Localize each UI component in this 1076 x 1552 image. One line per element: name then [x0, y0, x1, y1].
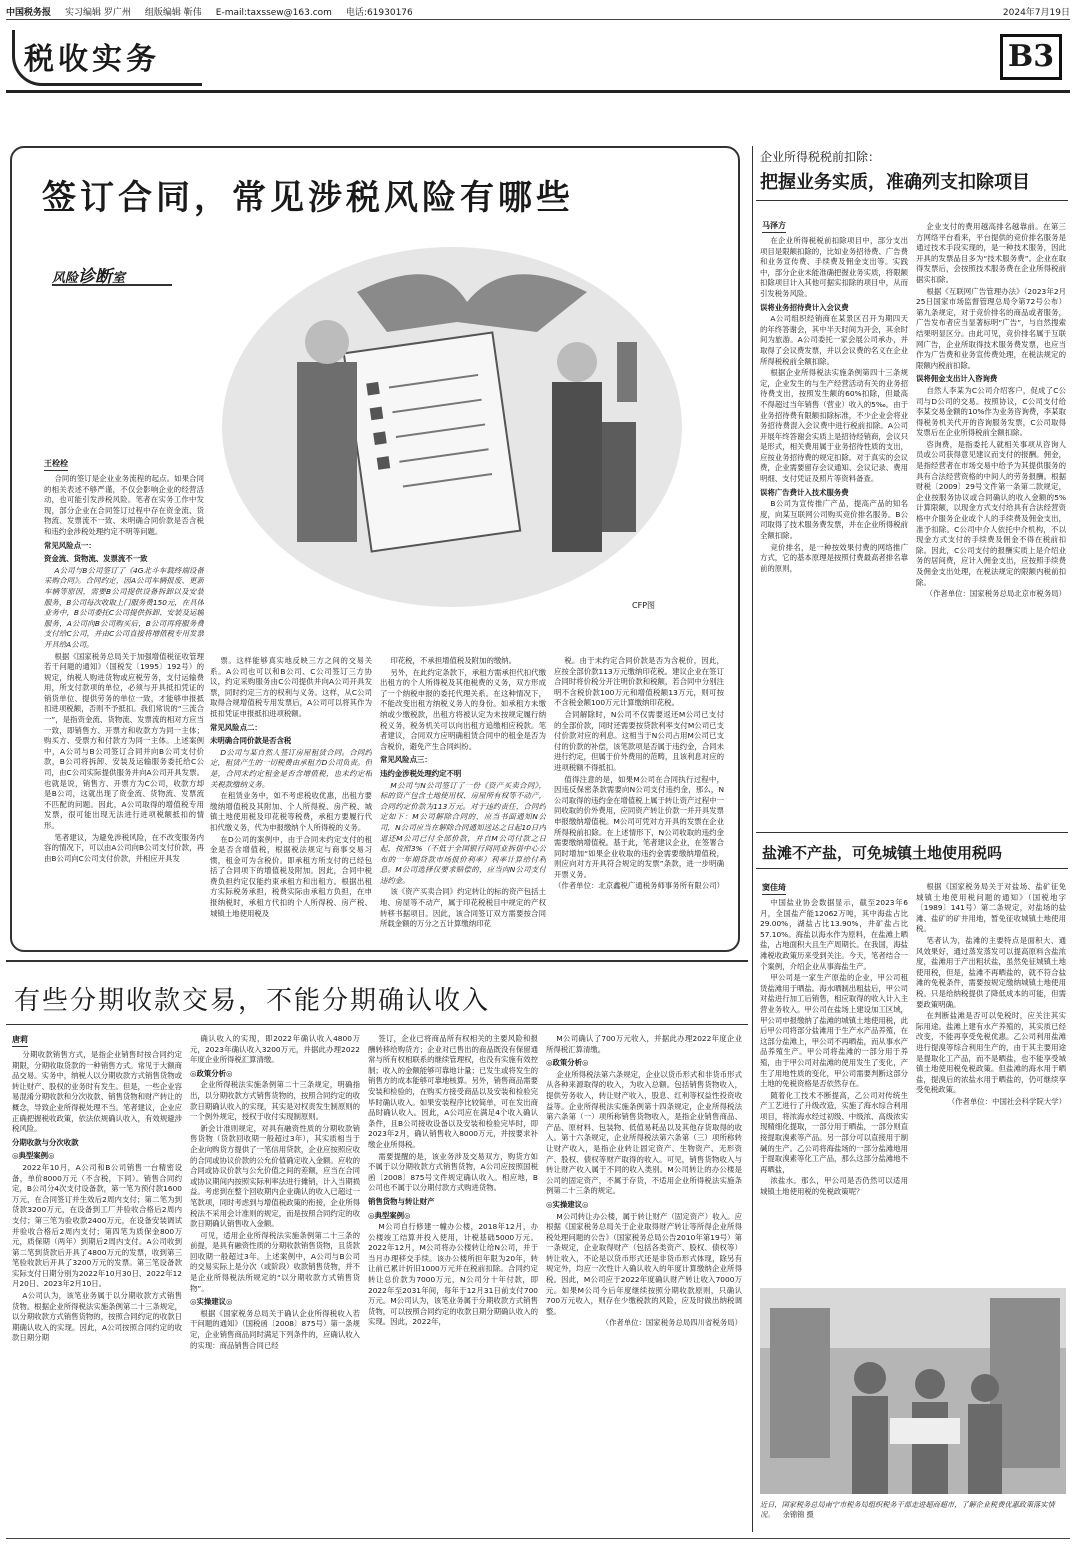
subheading: 销售货物与转让财产 [368, 1196, 435, 1206]
photo-caption [760, 1500, 1066, 1520]
feature-headline: 签订合同，常见涉税风险有哪些 [42, 178, 574, 218]
subheading: 常见风险点三： [380, 755, 432, 765]
paper-name: 中国税务报 [6, 8, 52, 18]
subheading: 常见风险点二： [210, 722, 262, 732]
paragraph: A公司组织经销商在某景区召开为期四天的年终答谢会，其中半天时间为开会，其余时间为旅游。A公司委托一家会展公司承办，并取得了会议费发票，并以会议费的名义在企业所得税税前全额扣除。 [760, 314, 908, 366]
article3-column-1 [760, 898, 908, 1282]
sidebar-headline: 把握业务实质，准确列支扣除项目 [760, 172, 1030, 193]
paragraph: 印花税，不承担增值税及附加的缴纳。 [390, 656, 517, 665]
sidebar-column-1 [760, 236, 908, 826]
paragraph: 在企业所得税税前扣除项目中，部分支出项目是限额扣除的，比如业务招待费、广告费和业务宣传费、手续费及佣金支出等。实践中，部分企业未能准确把握业务实质，将限额扣除项目计入其他可据实扣除的项目中，从而引发税务风险。 [760, 236, 908, 298]
sidebar-author: 马泽方 [762, 220, 786, 233]
paragraph: 在D公司的案例中，由于合同未约定支付的租金是否含增值税，根据税法规定与商事交易习惯，租金可为含税价。即承租方所支付的已经包括了合同项下的增值税及附加。因此，合同中税费负担约定仅能约束承租方和出租方。根据出租方实际税务承担，税费实际由承租方负担，在申报纳税时，承租方代扣的个人所得税、房产税、城镇土地使用税及 [210, 834, 372, 918]
paragraph: 合同的签订是企业业务流程的起点。如果合同的相关表述不够严谨，不仅会影响企业的经营活动，也可能引发涉税风险。笔者在实务工作中发现，部分企业在合同签订过程中存在资金流、货物流、发票流不一致、未明确合同价款是否含税和违约金涉税处理约定不明等问题。 [44, 474, 204, 536]
subheading: 未明确合同价款是否含税 [210, 736, 292, 746]
feature-column-3 [380, 656, 546, 950]
paragraph: 可见，适用企业所得税法实施条例第二十三条的前提，是具有融资性质的分期收款销售货物，且货款回收期一般超过3年。上述案例中，A公司与B公司的交易实际上是分次（或阶段）收款销售货物，并不是企业所得税法所规定的“以分期收款方式销售货物”。 [190, 1230, 360, 1293]
composer-credit: 组版编辑 靳伟 [144, 8, 202, 18]
article2-headline: 有些分期收款交易，不能分期确认收入 [14, 986, 491, 1016]
sidebar-column-2 [916, 222, 1066, 826]
column-tag-part-2: 诊断 [78, 267, 113, 287]
paragraph: A公司认为，该笔业务属于以分期收款方式销售货物。根据企业所得税法实施条例第二十三条规定，以分期收款方式销售货物的，按照合同约定的收款日期确认收入的实现。因此，A公司按照合同约定的收款日期分期 [12, 1291, 182, 1343]
feature-article-frame [10, 146, 740, 952]
feature-author: 王栓栓 [44, 458, 68, 471]
feature-column-2 [210, 656, 372, 950]
author-affiliation: （作者单位：中国社会科学院大学） [947, 1096, 1066, 1106]
paragraph: 合同解除时，N公司不仅需要返还M公司已支付的全部价款，同时还需要按贷款利率支付M公司已支付价款对应的利息。这相当于N公司占用M公司已支付的价款的补偿，该笔款项是否属于违约金，合同未进行约定，但属于价外费用的范畴，且该利息对应的进项税额不得抵扣。 [554, 709, 724, 772]
paragraph: 票。这样能够真实地反映三方之间的交易关系。A公司也可以和B公司、C公司签订三方协议，约定采购服务由C公司提供并向A公司开具发票，同时约定三方的权利与义务。这样，从C公司取得合规增值税专用发票后，A公司可以将其作为抵扣凭证申报抵扣进项税额。 [210, 656, 372, 718]
handshake-contract-illustration [207, 222, 692, 612]
article2-column-3 [368, 1034, 538, 1530]
column-tag-part-3: 室 [112, 271, 126, 286]
paragraph: 根据《国家税务总局关于确认企业所得税收入若干问题的通知》（国税函〔2008〕875号）第一条规定，企业销售商品同时满足下列条件的，应确认收入的实现：商品销售合同已经 [190, 1308, 360, 1350]
subheading: 分期收款与分次收款 [12, 1137, 79, 1147]
feature-column-4 [554, 656, 724, 950]
masthead-rule [6, 90, 1070, 93]
subheading: 常见风险点一： [44, 540, 96, 550]
feature-column-1 [44, 474, 204, 950]
paragraph: 企业所得税法实施条例第二十三条规定，明确指出，以分期收款方式销售货物的，按照合同约定的收款日期确认收入的实现，其实是对权责发生制原则的一个例外规定，授权于收付实现制原则。 [190, 1080, 360, 1122]
author-affiliation: （作者单位：国家税务总局北京市税务局） [925, 589, 1066, 599]
article2-author: 唐莉 [12, 1034, 28, 1047]
case-label: ◎典型案例◎ [12, 1151, 55, 1161]
article2-top-rule [6, 960, 748, 962]
paragraph: 新会计准则规定，对具有融资性质的分期收款销售货物（货款回收期一般超过3年），其实质相当于企业向购货方提供了一笔信用贷款，企业应按照应收的合同或协议价款的公允价值确定收入金额。应收的合同或协议价款与公允价值之间的差额，应当在合同或协议期间内按照实际利率法进行摊销，计入当期损益。考虑到在整个回收期内企业确认的收入已超过一笔款项，同时考虑到与增值税政策的衔接，企业所得税法不采用会计准则的规定，而是按照合同约定的收款日期确认销售收入金额。 [190, 1123, 360, 1229]
paragraph: 竞价排名，是一种按效果付费的网络推广方式，它的基本原理是按照付费最高者排名靠前的原则， [760, 542, 908, 573]
paragraph: 根据企业所得税法实施条例第四十三条规定，企业发生的与生产经营活动有关的业务招待费支出，按照发生额的60%扣除，但最高不得超过当年销售（营业）收入的5‰。由于业务招待费有限额扣除标准，不少企业会将业务招待费混入会议费中进行税前扣除。A公司开展年终答谢会实质上是招待经销商，会议只是形式，相关费用属于业务招待性质的支出，应按业务招待费的规定扣除。对于真实的会议费，企业需要留存会议通知、会议记录、费用明细、支付凭证及照片等资料备查。 [760, 368, 908, 484]
paragraph: 根据《国家税务局关于对盐场、盐矿征免城镇土地使用税问题的通知》（国税地字〔1989〕141号）第二条规定，对盐场的盐滩、盐矿的矿井用地，暂免征收城镇土地使用税。 [916, 882, 1066, 934]
paragraph: 笔者认为，盐滩的主要特点是面积大、通风效果好，通过蒸发蒸发可以提高原料含盐浓度，盐滩用于产出粗状盐，虽然免征城镇土地使用税，但是，盐滩不再晒盐的，就不符合盐滩的免税条件，需要按规定缴纳城镇土地使用税。只是给纳税提供了降低成本的可能，但需要政策明确。 [916, 935, 1066, 1009]
case-label: ◎典型案例◎ [368, 1210, 411, 1220]
paragraph: 2022年10月，A公司和B公司销售一台精密设备，单价8000万元（不含税，下同）。销售合同约定，B公司分4次支付设备款，第一笔为预付款1600万元，在合同签订并生效后2周内支付；第二笔为到货款3200万元，在设备到工厂并验收合格后2周内支付；第三笔为验收款2400万元，在设备安装调试并验收合格后2周内支付；第四笔为质保金800万元，质保期（两年）到期后2周内支付。A公司收到第二笔到货款后开具了4800万元的发票，收到第三笔验收款后开具了3200万元的发票。第三笔设备款实际支付日期分别为2022年10月30日、2022年12月20日、2023年2月10日。 [12, 1162, 182, 1289]
news-photo [760, 1288, 1066, 1494]
paragraph: 随着化工技术不断提高，乙公司对传统生产工艺进行了升级改造，实施了海水综合利用项目，将浓海水经过初级、中级浓、高级浓实现精细化提取，一部分用于晒盐，一部分则直接提取溴素等产品。另一部分可以直接用于制碱的生产。乙公司将海盐场的一部分盐滩地用于提取溴素等化工产品，那么这部分盐滩地不再晒盐， [760, 1090, 908, 1174]
author-affiliation: （作者单位：北京鑫税广通税务师事务所有限公司） [554, 881, 724, 891]
advice-label: ◎实操建议◎ [546, 1199, 589, 1209]
article2-column-4 [546, 1034, 742, 1530]
advice-label: ◎实操建议◎ [190, 1297, 233, 1307]
paragraph: 需要提醒的是，该业务涉及交易双方，购货方如不属于以分期收款方式销售货物，A公司应按照国税函〔2008〕875号文件规定确认收入。相应地，B公司也不属于以分期付款方式购进货物。 [368, 1151, 538, 1193]
article3-author: 窦佳琦 [762, 882, 786, 895]
paragraph: 在判断盐滩是否可以免税时，应关注其实际用途。盐滩上建有水产养殖的，其实质已经改变，不能再享受免税优惠。乙公司利用盐滩进行提溴等综合利用生产的，由于其主要用途是提取化工产品，而不是晒盐，也不能享受城镇土地使用税免税政策。但盐滩的海水用于晒盐，提溴后的浓盐水用于晒盐的，仍可继续享受免税政策。 [916, 1011, 1066, 1095]
case-paragraph: D公司与某自然人签订房屋租赁合同。合同约定，租赁产生的一切税费由承租方D公司负责。但是，合同未约定租金是否含增值税，也未约定相关税款缴纳义务。 [210, 747, 372, 789]
article3-top-rule [756, 832, 1068, 833]
paragraph: 值得注意的是，如果M公司在合同执行过程中，因违反保密条款需要向N公司支付违约金，那么，N公司取得的违约金在增值税上属于转让资产过程中一同收取的价外费用，应同资产转让价款一并开具发票申报缴纳增值税。M公司可凭对方开具的发票在企业所得税前扣除。在上述情形下，N公司收取的违约金需要缴纳增值税。基于此，笔者建议企业，在签署合同时增加“如果企业收取的违约金需要缴纳增值税，则应向对方开具符合规定的发票”条款，进一步明确开票义务。 [554, 774, 724, 879]
paragraph: 确认收入的实现，即2022年确认收入4800万元，2023年确认收入3200万元，并据此办理2022年度企业所得税汇算清缴。 [190, 1034, 360, 1065]
article2-rule [6, 1024, 748, 1025]
illustration-credit: CFP图 [632, 601, 656, 610]
page-masthead [6, 24, 1070, 92]
column-tag-part-1: 风险 [52, 271, 79, 286]
issue-date: 2024年7月19日 [1002, 8, 1070, 18]
paragraph: 税。由于未约定合同价款是否为含税价，因此，应按全部价款113万元缴纳印花税。建议企业在签订合同时将价税分开注明价款和税额，若合同中分别注明不含税价款100万元和增值税额13万元，则可按不含税金额100万元计算缴纳印花税。 [554, 656, 724, 708]
paragraph: M公司确认了700万元收入，并据此办理2022年度企业所得税汇算清缴。 [546, 1034, 742, 1054]
sidebar-pre-title: 企业所得税税前扣除： [760, 150, 881, 164]
email-info: E-mail:taxssew@163.com [215, 8, 332, 18]
top-info-bar [6, 6, 1070, 20]
photo-credit: 余锦锦 摄 [782, 1510, 814, 1519]
article3-headline: 盐滩不产盐，可免城镇土地使用税吗 [762, 844, 1003, 862]
analysis-label: ◎政策分析◎ [546, 1058, 589, 1068]
paragraph: 咨询费，是指委托人就相关事项从咨询人员或公司获得意见建议而支付的报酬。佣金，是指经营者在市场交易中给予为其提供服务的具有合法经营资格的中间人的劳务报酬。根据财税〔2009〕29号文件第一条第二款规定，企业按服务协议或合同确认的收入金额的5%计算限额，以现金方式支付给具有合法经营资格中介服务企业或个人的手续费及佣金支出，准予扣除。C公司中介人依托中介机构，不以现金方式支付的手续费及佣金不得在税前扣除。因此，C公司支付的报酬实质上是介绍业务的居间费，应计入佣金支出，应按照手续费及佣金支出处理，在税法规定的限额内税前扣除。 [916, 439, 1066, 587]
phone-info: 电话:61930176 [345, 8, 413, 18]
subheading: 误将业务招待费计入会议费 [760, 302, 849, 312]
paragraph: 根据《国家税务总局关于加强增值税征收管理若干问题的通知》（国税发〔1995〕192号）的规定，纳税人购进货物或应税劳务，支付运输费用，所支付款项的单位，必须与开具抵扣凭证的销货单位、提供劳务的单位一致，才能够申报抵扣进项税额，否则不予抵扣。我们常说的“三流合一”，是指资金流、货物流、发票流的相对方应当一致，即销售方、开票方和收款方为同一主体；购买方、受票方和付款方为同一主体。上述案例中，A公司与B公司签订合同并向B公司支付价款，B公司将拆卸、安装及运输服务委托给C公司，由C公司实际提供服务并向A公司开具发票。也就是说，销售方、开票方为C公司，收款方却是B公司，这就出现了资金流、货物流、发票流不匹配的问题。因此，A公司取得的增值税专用发票，很可能出现无法进行进项税额抵扣的情形。 [44, 651, 204, 830]
column-tag [52, 250, 172, 286]
bottom-rule [6, 1538, 1070, 1539]
sidebar-rule [756, 200, 1068, 201]
paragraph: 根据《互联网广告管理办法》（2023年2月25日国家市场监督管理总局令第72号公布）第九条规定，对于竞价排名的商品或者服务，广告发布者应当显著标明“广告”，与自然搜索结果明显区分。由此可见，竞价排名属于互联网广告，企业所取得技术服务费发票，也应当作为广告费和业务宣传费处理，在税法规定的限额内税前扣除。 [916, 286, 1066, 370]
paragraph: B公司为宣传推广产品，提高产品的知名度，向某互联网公司购买竞价排名服务。B公司取得了技术服务费发票，并在企业所得税前全额扣除。 [760, 499, 908, 541]
section-title: 税收实务 [24, 42, 160, 77]
case-paragraph: M公司与N公司签订了一份《资产买卖合同》，标的资产包含土地使用权、房屋所有权等不动产，合同约定价款为113万元。对于违约责任，合同约定如下：M公司解除合同的，应当书面通知N公司，N公司应当在解除合同通知送达之日起10日内退还M公司已付全部价款，并自M公司付款之日起，按照3%（不低于全国银行间同业拆借中心公布的一年期贷款市场报价利率）利率计算给付利息。M公司选择仅要求赔偿的，应当向N公司支付违约金。 [380, 780, 546, 885]
analysis-label: ◎政策分析◎ [190, 1068, 233, 1078]
editor-credit: 实习编辑 罗广州 [65, 8, 131, 18]
paragraph: M公司转让办公楼，属于转让财产（固定资产）收入。应根据《国家税务总局关于企业取得财产转让等所得企业所得税处理问题的公告》（国家税务总局公告2010年第19号）第一条规定，企业取得财产（包括各类资产、股权、债权等）转让收入，不论是以货币形式还是非货币形式体现，除另有规定外，均应一次性计入确认收入的年度计算缴纳企业所得税。因此，M公司应于2022年度确认财产转让收入7000万元。如果M公司今后年度继续按照分期收款原则，只确认700万元收入，则存在少缴税款的风险，应及时做出纳税调整。 [546, 1211, 742, 1316]
paragraph: 在租赁业务中，如不考虑税收优惠，出租方要缴纳增值税及其附加、个人所得税、房产税、城镇土地使用税及印花税等税费，承租方要履行代扣代缴义务，代为申报缴纳个人所得税的义务。 [210, 791, 372, 832]
page-number: B3 [1000, 34, 1062, 80]
article2-column-2 [190, 1034, 360, 1530]
paragraph: 笔者建议，为避免涉税风险，在不改变服务内容的情况下，可以由A公司向B公司支付价款，再由B公司向C公司支付价款，并相应开具发 [44, 832, 204, 863]
column-divider [752, 146, 753, 1532]
photo-caption-text: 近日，国家税务总局南宁市税务局组织税务干部走进超商超市，了解企业税费优惠政策落实情况。 [760, 1500, 1055, 1519]
subheading: 误将广告费计入技术服务费 [760, 487, 849, 497]
paragraph: 自然人李某为C公司介绍客户，促成了C公司与D公司的交易。按照协议，C公司支付给李某交易金额的10%作为业务咨询费，李某取得税务机关代开的咨询服务发票，C公司取得发票后在企业所得税前全额扣除。 [916, 385, 1066, 438]
article2-column-1 [12, 1050, 182, 1530]
paragraph: 分期收款销售方式，是指企业销售时按合同约定期限，分期收取货款的一种销售方式。常见于大额商品交易。实务中，纳税人以分期收款方式销售货物或转让财产、股权的业务时有发生。但是，一些企业容易混淆分期收款和分次收款、销售货物和财产转让的概念，导致企业所得税处理不当。笔者建议，企业应正确把握税收政策，依法依规确认收入，有效规避涉税风险。 [12, 1050, 182, 1134]
author-affiliation: （作者单位：国家税务总局四川省税务局） [601, 1318, 742, 1328]
paragraph: 企业所得税法第六条规定，企业以货币形式和非货币形式从各种来源取得的收入，为收入总额。包括销售货物收入，提供劳务收入，转让财产收入，股息、红利等权益性投资收益等。企业所得税法实施条例第十四条规定，企业所得税法第六条第（一）项所称销售货物收入，是指企业销售商品、产品、原材料、包装物、低值易耗品以及其他存货取得的收入。第十六条规定，企业所得税法第六条第（三）项所称转让财产收入，是指企业转让固定资产、生物资产、无形资产、股权、债权等财产取得的收入。可见，销售货物收入与转让财产收入属于不同的收入类别。M公司转让的办公楼是公司的固定资产，不属于存货，不适用企业所得税法实施条例第二十三条的规定。 [546, 1069, 742, 1196]
paragraph: 该《资产买卖合同》约定转让的标的资产包括土地、房屋等不动产，属于印花税税目中规定的产权转移书据项目。因此，该合同签订双方需要按合同所载金额的万分之五计算缴纳印花 [380, 887, 546, 929]
paragraph: 甲公司是一家生产原盐的企业，甲公司租赁盐滩用于晒盐。海水晒制出粗盐后，甲公司对盐进行加工后销售，相应取得的收入计入主营业务收入。甲公司在盐场上建设加工区域，甲公司申报缴纳了盐滩的城镇土地使用税，此后甲公司将部分盐滩用于生产水产品养殖，在这部分盐滩上，甲公司不再晒盐，而从事水产品养殖生产。甲公司将盐滩的一部分用于养殖，由于甲公司对盐滩的使用发生了变化，产生了用地性质的变化，甲公司需要判断这部分土地的免税资格是否依然存在。 [760, 973, 908, 1089]
paragraph: 企业支付的费用越高排名越靠前。在第三方网络平台看来，平台提供的竞价排名服务是通过技术手段实现的，是一种技术服务，因此开具的发票品目多为“技术服务费”。企业在取得发票后，会按照技术服务费在企业所得税前据实扣除。 [916, 222, 1066, 284]
subheading: 违约金涉税处理约定不明 [380, 768, 462, 778]
article3-column-2 [916, 882, 1066, 1282]
paragraph: 中国盐业协会数据显示，截至2023年6月，全国盐产能12062万吨，其中海盐占比29.00%，湖盐占比13.90%，井矿盐占比57.10%。海盐以海水作为原料，在盐滩上晒盐，占地面积大且生产周期长。在我国，海盐滩税收政策历来受到关注。今天，笔者结合一个案例，介绍企业从事海盐生产。 [760, 898, 908, 971]
paragraph: 浓盐水。那么，甲公司是否仍然可以适用城镇土地使用税的免税政策呢？ [760, 1176, 908, 1197]
article3-rule [756, 868, 1068, 869]
paragraph: M公司自行修建一幢办公楼，2018年12月，办公楼竣工结算并投入使用，计税基础5000万元。2022年12月，M公司将办公楼转让给N公司，并于当月办理移交手续。该办公楼所担年限为20年，转让前已累计折旧1000万元并在税前扣除。合同约定转让总价款为7000万元，N公司分十年付款，即2022年至2031年间，每年于12月31日前支付700万元。M公司认为，该笔业务属于分期收款方式销售货物，可以按照合同约定的收款日期分期确认收入的实现。因此，2022年， [368, 1222, 538, 1327]
subheading: 资金流、货物流、发票流不一致 [44, 554, 148, 564]
case-paragraph: A公司与B公司签订了《4G北斗车载终端设备采购合同》。合同约定，因A公司车辆报废、更新车辆等原因，需要B公司提供设备拆卸以及安装服务，B公司每次收取上门服务费150元，在具体业务中，B公司委托C公司提供拆卸、安装及运输服务，A公司向B公司购买后，B公司再将服务费支付给C公司，并由C公司直接将增值税专用发票开具给A公司。 [44, 565, 204, 649]
subheading: 误将佣金支出计入咨询费 [916, 374, 998, 384]
paragraph: 签订，企业已将商品所有权相关的主要风险和报酬转移给购货方；企业对已售出的商品既没有保留通常与所有权相联系的继续管理权，也没有实施有效控制；收入的金额能够可靠地计量；已发生或将发生的销售方的成本能够可靠地核算。另外，销售商品需要安装和检验的，在购买方接受商品以及安装和检验完毕时确认收入。如果安装程序比较简单，可在发出商品时确认收入。因此，A公司应在满足4个收入确认条件，且B公司接收设备以及安装和检验完毕时，即2023年2月，确认销售收入8000万元，并按要求补缴企业所得税。 [368, 1034, 538, 1149]
paragraph: 另外，在此约定条款下，承租方需承担代扣代缴出租方的个人所得税及其他税费的义务，双方形成了一个纳税申报的委托代理关系。在这种情况下，不能改变出租方纳税义务人的身份。如承租方未缴纳或少缴税款，出租方将被认定为未按规定履行纳税义务，税务机关可以向出租方追缴相应税款。笔者建议，合同双方应明确租赁合同中的租金是否为含税价，避免产生合同纠纷。 [380, 667, 546, 751]
